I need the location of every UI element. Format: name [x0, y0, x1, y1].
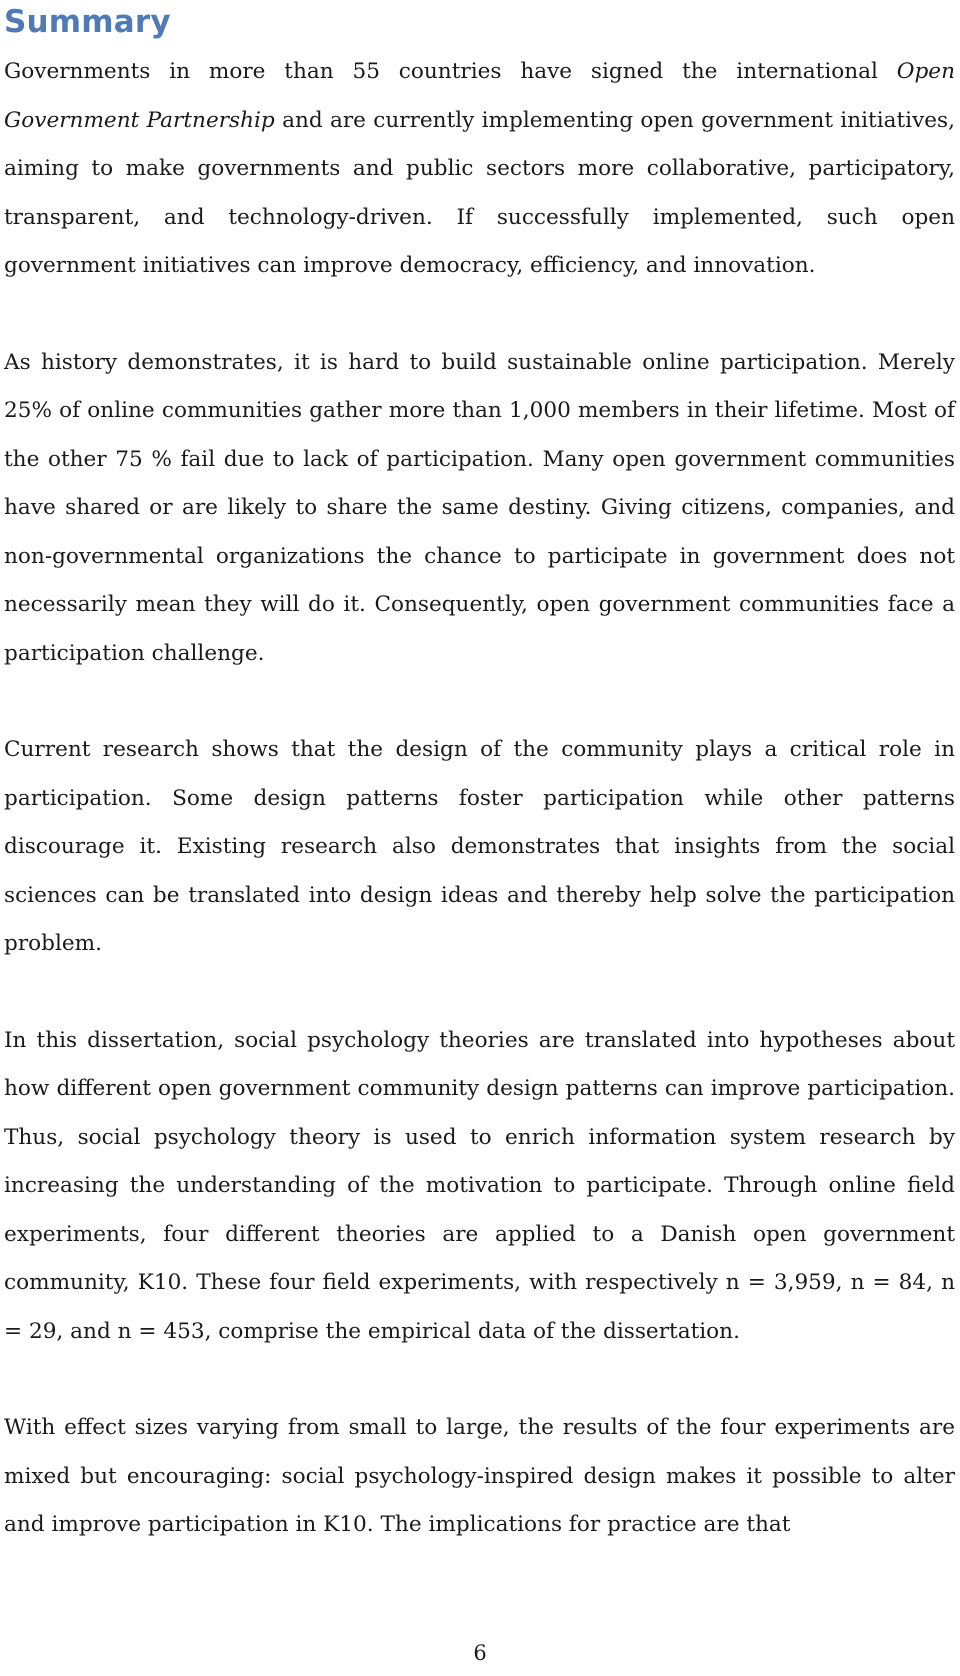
paragraph-5: With effect sizes varying from small to large, the results of the four experiments are mixed but encouraging: social psychology-inspired design makes it possible to alter and improve participation in K10. The implications for practice are that	[4, 1415, 955, 1537]
document-page	[4, 0, 955, 1550]
paragraph-2: As history demonstrates, it is hard to build sustainable online participation. Merely 25% of online communities gather more than 1,000 members in their lifetime. Most of the other 75 % fail due to lack of participation. Many open government communities have shared or are likely to share the same destiny. Giving citizens, companies, and non-governmental organizations the chance to participate in government does not necessarily mean they will do it. Consequently, open government communities face a participation challenge.	[4, 349, 955, 666]
section-heading: Summary	[4, 4, 171, 40]
paragraph-4: In this dissertation, social psychology theories are translated into hypotheses about how different open government community design patterns can improve participation. Thus, social psychology theory is used to enrich information system research by increasing the understanding of the motivation to participate. Through online field experiments, four different theories are applied to a Danish open government community, K10. These four field experiments, with respectively n = 3,959, n = 84, n = 29, and n = 453, comprise the empirical data of the dissertation.	[4, 1027, 955, 1344]
paragraph-1-italic-term: Open Government Partnership	[4, 59, 955, 133]
paragraph-1	[4, 48, 955, 291]
paragraph-1-text-start: Governments in more than 55 countries have signed the international	[4, 59, 897, 84]
page-number: 6	[473, 1641, 487, 1665]
paragraph-3: Current research shows that the design of the community plays a critical role in participation. Some design patterns foster participation while other patterns discourage it. Existing research also demonstrates that insights from the social sciences can be translated into design ideas and thereby help solve the participation problem.	[4, 737, 955, 956]
paragraph-1-text-end: and are currently implementing open government initiatives, aiming to make governments and public sectors more collaborative, participatory, transparent, and technology-driven. If successfully implemented, such open government initiatives can improve democracy, efficiency, and innovation.	[4, 107, 955, 278]
